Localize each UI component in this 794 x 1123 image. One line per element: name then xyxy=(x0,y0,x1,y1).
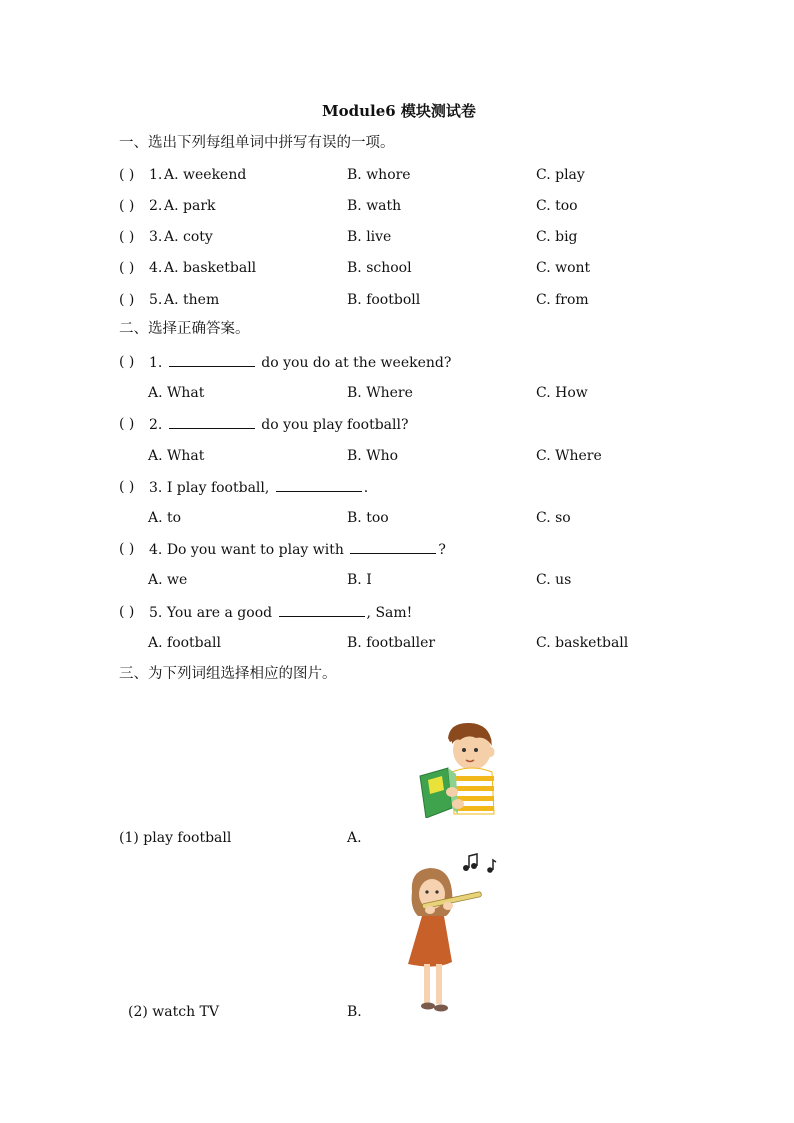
answer-paren[interactable]: ( ) xyxy=(119,198,135,214)
answer-paren[interactable]: ( ) xyxy=(119,292,135,308)
answer-paren[interactable]: ( ) xyxy=(119,229,135,245)
stem-post: do you play football? xyxy=(261,417,409,433)
stem-post: ? xyxy=(438,542,446,558)
option-a: A. basketball xyxy=(164,260,257,276)
stem-post: . xyxy=(363,480,369,496)
question-stem xyxy=(149,479,368,496)
option-a: A. coty xyxy=(164,229,213,245)
option-a: A. weekend xyxy=(164,167,247,183)
question-number: 1. xyxy=(149,355,163,371)
option-a: A. them xyxy=(164,292,220,308)
answer-paren[interactable]: ( ) xyxy=(119,416,135,432)
answer-paren[interactable]: ( ) xyxy=(119,260,135,276)
answer-paren[interactable]: ( ) xyxy=(119,541,135,557)
picture-letter-a: A. xyxy=(347,830,362,846)
music-note-icon xyxy=(463,854,496,873)
option-c: C. big xyxy=(536,229,578,245)
option-c: C. Where xyxy=(536,448,602,464)
option-b: B. wath xyxy=(347,198,402,214)
option-b: B. too xyxy=(347,510,389,526)
option-c: C. so xyxy=(536,510,571,526)
question-number: 2. xyxy=(149,417,163,433)
question-number: 3. xyxy=(149,229,163,245)
option-b: B. Where xyxy=(347,385,413,401)
option-b: B. footboll xyxy=(347,292,421,308)
option-a: A. park xyxy=(164,198,216,214)
option-a: A. football xyxy=(148,635,221,651)
option-a: A. What xyxy=(148,448,205,464)
question-number: 5. xyxy=(149,292,163,308)
option-a: A. to xyxy=(148,510,182,526)
option-c: C. from xyxy=(536,292,589,308)
question-stem xyxy=(149,416,409,433)
option-c: C. us xyxy=(536,572,572,588)
option-b: B. I xyxy=(347,572,372,588)
section-3-heading: 三、为下列词组选择相应的图片。 xyxy=(119,666,337,682)
fill-blank[interactable] xyxy=(276,479,362,492)
fill-blank[interactable] xyxy=(279,604,365,617)
stem-pre: You are a good xyxy=(166,605,273,621)
option-b: B. Who xyxy=(347,448,399,464)
stem-post: , Sam! xyxy=(366,605,413,621)
section-1-heading: 一、选出下列每组单词中拼写有误的一项。 xyxy=(119,135,395,151)
question-number: 5. xyxy=(149,605,163,621)
option-b: B. live xyxy=(347,229,392,245)
question-stem xyxy=(149,354,451,371)
boy-reading-illustration xyxy=(412,718,502,818)
answer-paren[interactable]: ( ) xyxy=(119,354,135,370)
option-a: A. What xyxy=(148,385,205,401)
answer-paren[interactable]: ( ) xyxy=(119,479,135,495)
option-c: C. too xyxy=(536,198,578,214)
option-c: C. How xyxy=(536,385,588,401)
section-2-heading: 二、选择正确答案。 xyxy=(119,321,250,337)
option-b: B. footballer xyxy=(347,635,436,651)
question-number: 4. xyxy=(149,260,163,276)
question-number: 1. xyxy=(149,167,163,183)
answer-paren[interactable]: ( ) xyxy=(119,167,135,183)
option-c: C. basketball xyxy=(536,635,629,651)
girl-flute-illustration xyxy=(398,852,518,1017)
stem-pre: Do you want to play with xyxy=(166,542,344,558)
option-b: B. school xyxy=(347,260,412,276)
option-c: C. wont xyxy=(536,260,591,276)
question-number: 2. xyxy=(149,198,163,214)
stem-post: do you do at the weekend? xyxy=(261,355,452,371)
question-stem xyxy=(149,541,446,558)
phrase-1: (1) play football xyxy=(119,830,232,846)
fill-blank[interactable] xyxy=(169,354,255,367)
option-b: B. whore xyxy=(347,167,411,183)
option-c: C. play xyxy=(536,167,585,183)
phrase-2: (2) watch TV xyxy=(128,1004,219,1020)
fill-blank[interactable] xyxy=(169,416,255,429)
stem-pre: I play football, xyxy=(166,480,270,496)
question-stem xyxy=(149,604,412,621)
fill-blank[interactable] xyxy=(350,541,436,554)
page-title: Module6 模块测试卷 xyxy=(322,102,476,120)
answer-paren[interactable]: ( ) xyxy=(119,604,135,620)
question-number: 3. xyxy=(149,480,163,496)
option-a: A. we xyxy=(148,572,188,588)
picture-letter-b: B. xyxy=(347,1004,362,1020)
question-number: 4. xyxy=(149,542,163,558)
